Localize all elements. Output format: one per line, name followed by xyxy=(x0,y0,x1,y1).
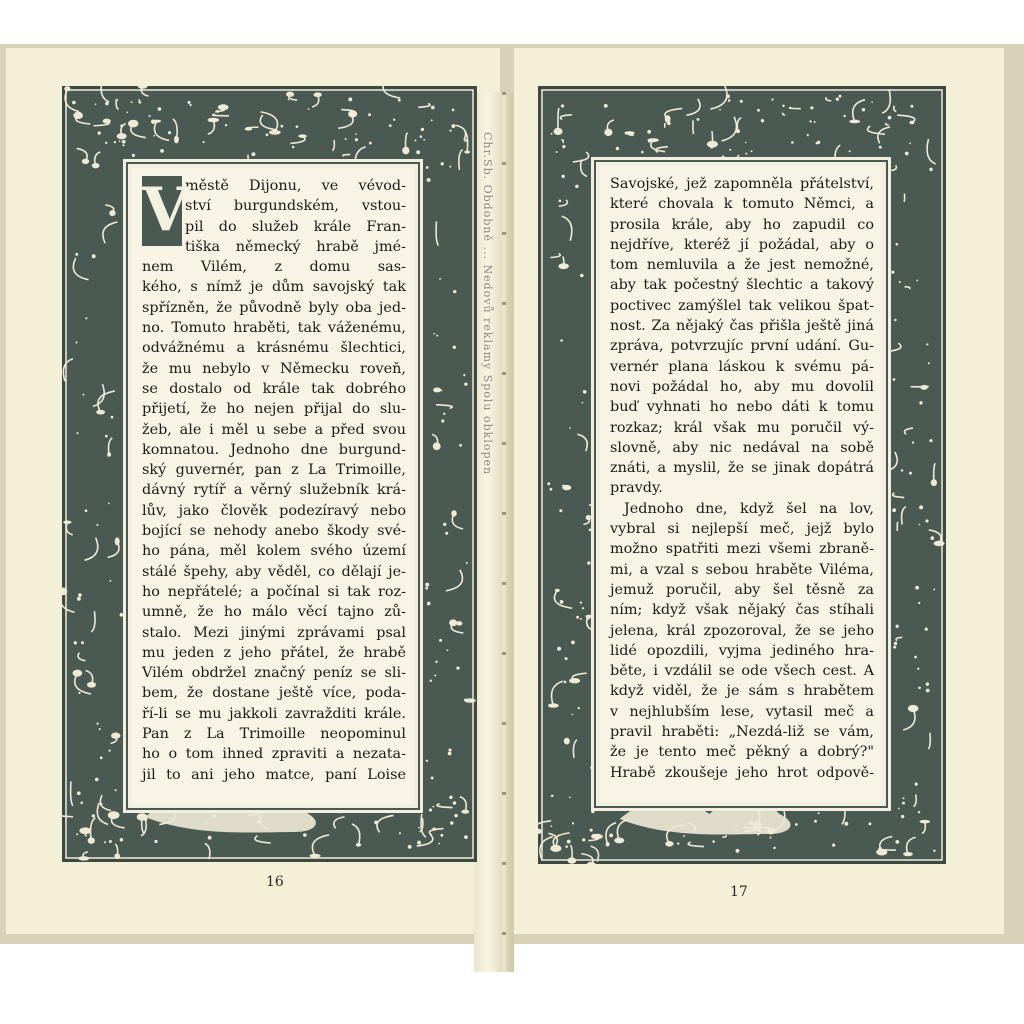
text-line: jemuž poručil, aby šel těsně za xyxy=(610,581,874,598)
text-line: v nejhlubším lese, vytasil meč a xyxy=(610,703,874,720)
page-number-right: 17 xyxy=(730,884,748,900)
text-line: tom nemluvila a že jest nemožné, xyxy=(610,257,874,274)
text-line: bojící se nehody anebo škody své- xyxy=(142,523,406,540)
right-text-block xyxy=(600,166,882,802)
text-line: Hrabě zkoušeje jeho hrot odpově- xyxy=(610,764,874,781)
text-line: Jednoho dne, když šel na lov, xyxy=(624,500,874,517)
text-line: novi požádal ho, aby mu dovolil xyxy=(610,378,874,395)
text-line: ho o tom ihned zpraviti a nezata- xyxy=(142,746,406,763)
text-line: přijetí, že ho nejen přijal do slu- xyxy=(142,401,406,418)
left-text-block xyxy=(132,168,414,804)
text-line: dávný rytíř a věrný služebník krá- xyxy=(142,482,406,499)
page-number-left: 16 xyxy=(266,874,284,890)
text-line: vernér plana láskou k svému pá- xyxy=(610,358,874,375)
text-line: možno spatřiti mezi všemi zbraně- xyxy=(610,541,874,558)
text-line: jil to ani jeho matce, paní Loise xyxy=(142,766,406,783)
text-line: ho nepřátelé; a počínal si tak roz- xyxy=(142,583,406,600)
text-line: stálé špehy, aby věděl, co dělají je- xyxy=(142,563,406,580)
right-page-text xyxy=(610,174,874,783)
left-page-text xyxy=(142,176,406,785)
text-line: zpráva, potvrzujíc první udání. Gu- xyxy=(610,338,874,355)
text-line: rozkaz; král však mu poručil vý- xyxy=(610,419,874,436)
text-line: lidé opozdili, vyjma jediného hra- xyxy=(610,642,874,659)
text-line: odvážnému a krásnému šlechtici, xyxy=(142,340,406,357)
text-line: aby tak počestný šlechtic a takový xyxy=(610,277,874,294)
right-ornamental-border xyxy=(538,86,946,864)
text-line: žeb, ale i měl u sebe a před svou xyxy=(142,421,406,438)
text-line: no. Tomuto hraběti, tak váženému, xyxy=(142,320,406,337)
text-line: poctivec zamýšlel tak velikou špat- xyxy=(610,297,874,314)
text-line: ský guvernér, pan z La Trimoille, xyxy=(142,462,406,479)
text-line: běte, i vzdálil se ode všech cest. A xyxy=(610,663,874,680)
text-line: pravil hraběti: „Nezdá-liž se vám, xyxy=(610,724,874,741)
text-line: lův, jako člověk podezíravý nebo xyxy=(142,502,406,519)
spine-tape-text: Chr.Sb. Obdobně ... Nedovů reklamy Spolu obklopen xyxy=(481,132,494,476)
drop-cap: V xyxy=(142,175,189,245)
text-line: nem Vilém, z domu sas- xyxy=(142,259,406,276)
text-line: se dostalo od krále tak dobrého xyxy=(142,380,406,397)
text-line: pil do služeb krále Fran- xyxy=(185,218,406,235)
text-line: prosila krále, aby ho zapudil co xyxy=(610,216,874,233)
text-line: že je tento meč pěkný a dobrý?" xyxy=(610,744,874,761)
text-line: jelena, král zpozoroval, že se jeho xyxy=(610,622,874,639)
text-line: spřízněn, že původně byly oba jed- xyxy=(142,299,406,316)
text-line: nejdříve, kteréž jí požádal, aby o xyxy=(610,236,874,253)
left-ornamental-border xyxy=(62,86,477,862)
text-line: které chovala k tomuto Němci, a xyxy=(610,196,874,213)
text-line: znáti, a myslil, že se jinak dopátrá xyxy=(610,460,874,477)
spine-stitching xyxy=(502,92,506,972)
text-line: bem, že dostane ještě více, poda- xyxy=(142,685,406,702)
text-line: komnatou. Jednoho dne burgund- xyxy=(142,441,406,458)
text-line: ří-li se mu jakkoli zavražditi krále. xyxy=(142,705,406,722)
text-line: stalo. Mezi jinými zprávami psal xyxy=(142,624,406,641)
text-line: umně, že ho málo věcí tajno zů- xyxy=(142,604,406,621)
text-line: pravdy. xyxy=(610,480,663,497)
text-line: ním; když však nějaký čas stíhali xyxy=(610,602,874,619)
text-line: když viděl, že je sám s hrabětem xyxy=(610,683,874,700)
text-line: slovně, aby nic nedával na sobě xyxy=(610,439,874,456)
text-line: Vilém obdržel značný peníz se sli- xyxy=(142,665,406,682)
text-line: že mu nebylo v Německu roveň, xyxy=(142,360,406,377)
text-line: kého, s nímž je dům savojský tak xyxy=(142,279,406,296)
text-line: vybral si nejlepší meč, jejž bylo xyxy=(610,521,874,538)
text-line: městě Dijonu, ve vévod- xyxy=(185,178,406,194)
text-line: tiška německý hrabě jmé- xyxy=(185,238,406,255)
text-line: nost. Za nějaký čas přišla ještě jiná xyxy=(610,318,874,335)
text-line: Pan z La Trimoille neopominul xyxy=(142,726,406,743)
text-line: buď vyhnati ho nebo dáti k tomu xyxy=(610,399,874,416)
text-line: ství burgundském, vstou- xyxy=(185,198,406,215)
text-line: Savojské, jež zapomněla přátelství, xyxy=(610,176,874,192)
text-line: mu jeden z jeho přátel, že hrabě xyxy=(142,644,406,661)
book-spine xyxy=(474,92,514,972)
text-line: ho pána, měl kolem svého území xyxy=(142,543,406,560)
text-line: mi, a vzal s sebou hraběte Viléma, xyxy=(610,561,874,578)
